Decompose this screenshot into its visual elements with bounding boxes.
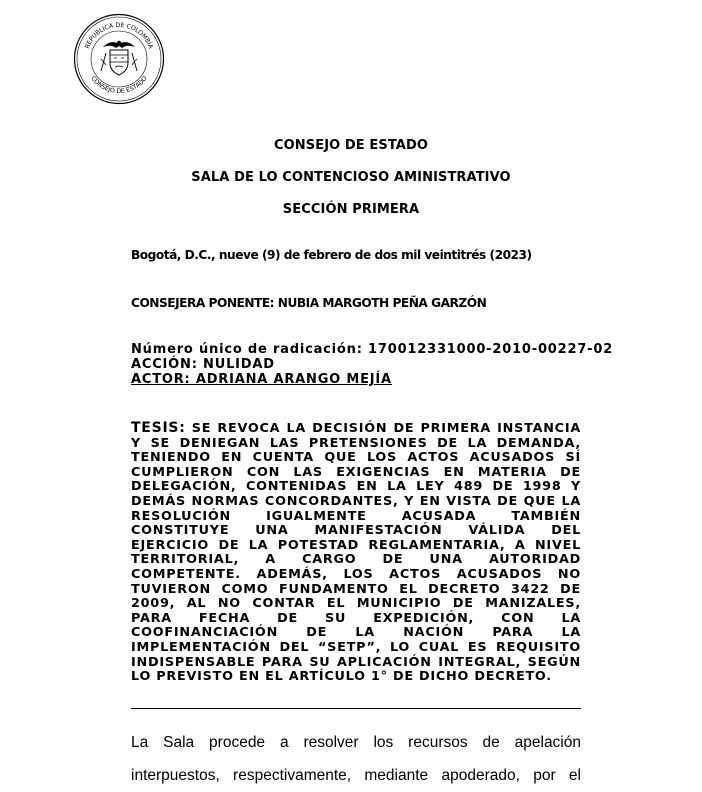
coat-of-arms-icon	[73, 13, 165, 105]
ponente-line: CONSEJERA PONENTE: NUBIA MARGOTH PEÑA GARZÓN	[131, 296, 487, 310]
seal-bottom-text: CONSEJO DE ESTADO	[89, 75, 149, 96]
seal-top-text: REPÚBLICA DE COLOMBIA	[83, 21, 155, 50]
radicacion-line: Número único de radicación: 170012331000-2010-00227-02	[131, 342, 614, 357]
tesis-text: SE REVOCA LA DECISIÓN DE PRIMERA INSTANCIA Y SE DENIEGAN LAS PRETENSIONES DE LA DEMANDA, TENIENDO EN CUENTA QUE LOS ACTOS ACUSADOS SÍ CUMPLIERON CON LAS EXIGENCIAS EN MATERIA DE DELEGACIÓN, CONTENIDAS EN LA LEY 489 DE 1998 Y DEMÁS NORMAS CONCORDANTES, Y EN VISTA DE QUE LA RESOLUCIÓN IGUALMENTE ACUSADA TAMBIÉN CONSTITUYE UNA MANIFESTACIÓN VÁLIDA DEL EJERCICIO DE LA POTESTAD REGLAMENTARIA, A NIVEL TERRITORIAL, A CARGO DE UNA AUTORIDAD COMPETENTE. ADEMÁS, LOS ACTOS ACUSADOS NO TUVIERON COMO FUNDAMENTO EL DECRETO 3422 DE 2009, AL NO CONTAR EL MUNICIPIO DE MANIZALES, PARA FECHA DE SU EXPEDICIÓN, CON LA COOFINANCIACIÓN DE LA NACIÓN PARA LA IMPLEMENTACIÓN DEL “SETP”, LO CUAL ES REQUISITO INDISPENSABLE PARA SU APLICACIÓN INTEGRAL, SEGÚN LO PREVISTO EN EL ARTÍCULO 1° DE DICHO DECRETO.	[131, 421, 581, 685]
divider	[131, 708, 581, 709]
seal-logo	[73, 13, 165, 105]
tesis-label: TESIS:	[131, 420, 186, 436]
actor-line: ACTOR: ADRIANA ARANGO MEJÍA	[131, 372, 392, 387]
tesis-block	[131, 421, 581, 685]
chamber-heading: SALA DE LO CONTENCIOSO AMINISTRATIVO	[191, 170, 511, 185]
date-line: Bogotá, D.C., nueve (9) de febrero de dos mil veintitrés (2023)	[131, 248, 532, 262]
section-heading: SECCIÓN PRIMERA	[282, 202, 420, 217]
page-title: CONSEJO DE ESTADO	[273, 138, 429, 153]
body-paragraph: La Sala procede a resolver los recursos de apelación interpuestos, respectivamente, mediante apoderado, por el	[131, 734, 581, 784]
accion-line: ACCIÓN: NULIDAD	[131, 357, 275, 372]
